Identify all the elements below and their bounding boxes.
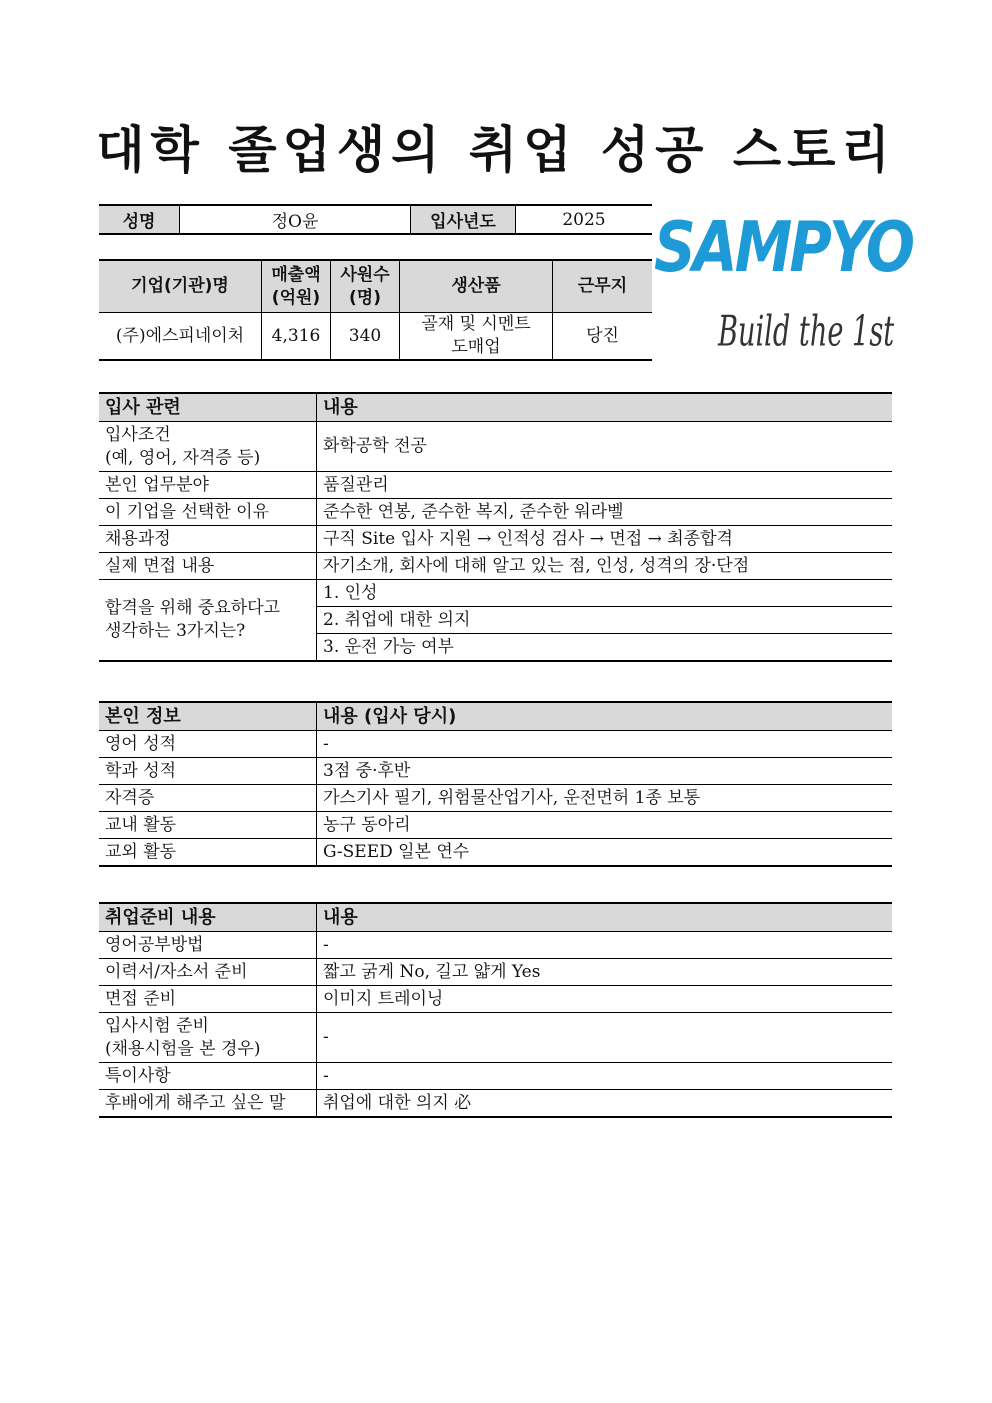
row-value: 화학공학 전공 — [317, 422, 893, 472]
row-label: 입사조건 (예, 영어, 자격증 등) — [99, 422, 317, 472]
important-item: 3. 운전 가능 여부 — [317, 634, 893, 662]
row-label: 이력서/자소서 준비 — [99, 959, 317, 986]
row-value: 3점 중·후반 — [317, 758, 893, 785]
important-item: 1. 인성 — [317, 580, 893, 607]
row-label: 영어 성적 — [99, 731, 317, 758]
row-value: 준수한 연봉, 준수한 복지, 준수한 워라벨 — [317, 499, 893, 526]
row-label: 실제 면접 내용 — [99, 553, 317, 580]
row-label: 학과 성적 — [99, 758, 317, 785]
row-label: 면접 준비 — [99, 986, 317, 1013]
row-value: - — [317, 1013, 893, 1063]
row-value: 농구 동아리 — [317, 812, 893, 839]
row-value: 품질관리 — [317, 472, 893, 499]
row-value: 가스기사 필기, 위험물산업기사, 운전면허 1종 보통 — [317, 785, 893, 812]
table-row — [99, 839, 892, 867]
product-header: 생산품 — [400, 260, 553, 313]
row-value: 취업에 대한 의지 必 — [317, 1090, 893, 1118]
join-info-table — [99, 392, 892, 662]
prep-header-right: 내용 — [317, 903, 893, 932]
info-header-right: 내용 (입사 당시) — [317, 702, 893, 731]
name-table — [99, 204, 652, 235]
logo-slogan: Build the 1st — [718, 307, 895, 357]
row-value: 자기소개, 회사에 대해 알고 있는 점, 인성, 성격의 장·단점 — [317, 553, 893, 580]
table-row — [99, 422, 892, 472]
table-row — [99, 731, 892, 758]
table-row — [99, 553, 892, 580]
row-label: 채용과정 — [99, 526, 317, 553]
company-name-header: 기업(기관)명 — [99, 260, 262, 313]
table-row — [99, 785, 892, 812]
table-row — [99, 526, 892, 553]
row-value: G-SEED 일본 연수 — [317, 839, 893, 867]
table-row — [99, 959, 892, 986]
table-row — [99, 1013, 892, 1063]
row-value: - — [317, 1063, 893, 1090]
row-label: 이 기업을 선택한 이유 — [99, 499, 317, 526]
page-title: 대학 졸업생의 취업 성공 스토리 — [96, 121, 896, 179]
join-header-left: 입사 관련 — [99, 393, 317, 422]
sales-header: 매출액 (억원) — [262, 260, 331, 313]
join-header-right: 내용 — [317, 393, 893, 422]
table-row — [99, 1063, 892, 1090]
table-row — [99, 812, 892, 839]
info-header-left: 본인 정보 — [99, 702, 317, 731]
job-prep-table — [99, 902, 892, 1118]
table-row — [99, 580, 892, 607]
row-label: 자격증 — [99, 785, 317, 812]
table-row — [99, 758, 892, 785]
row-label: 특이사항 — [99, 1063, 317, 1090]
row-label: 교외 활동 — [99, 839, 317, 867]
row-label: 본인 업무분야 — [99, 472, 317, 499]
table-row — [99, 472, 892, 499]
row-value: - — [317, 731, 893, 758]
table-row — [99, 932, 892, 959]
name-label: 성명 — [99, 205, 180, 234]
year-value: 2025 — [516, 205, 653, 234]
product-value: 골재 및 시멘트 도매업 — [400, 313, 553, 361]
sampyo-logo — [653, 198, 913, 368]
important-item: 2. 취업에 대한 의지 — [317, 607, 893, 634]
name-value: 정O윤 — [180, 205, 411, 234]
staff-header: 사원수 (명) — [331, 260, 400, 313]
row-label: 교내 활동 — [99, 812, 317, 839]
table-row — [99, 986, 892, 1013]
row-value: - — [317, 932, 893, 959]
prep-header-left: 취업준비 내용 — [99, 903, 317, 932]
row-value: 짧고 굵게 No, 길고 얇게 Yes — [317, 959, 893, 986]
staff-value: 340 — [331, 313, 400, 361]
company-table — [99, 259, 652, 361]
row-label: 후배에게 해주고 싶은 말 — [99, 1090, 317, 1118]
important-label: 합격을 위해 중요하다고 생각하는 3가지는? — [99, 580, 317, 662]
row-label: 영어공부방법 — [99, 932, 317, 959]
year-label: 입사년도 — [411, 205, 516, 234]
company-name-value: (주)에스피네이처 — [115, 325, 245, 346]
row-label: 입사시험 준비 (채용시험을 본 경우) — [99, 1013, 317, 1063]
table-row — [99, 499, 892, 526]
row-value: 구직 Site 입사 지원 → 인적성 검사 → 면접 → 최종합격 — [317, 526, 893, 553]
personal-info-table — [99, 701, 892, 867]
location-header: 근무지 — [553, 260, 653, 313]
table-row — [99, 1090, 892, 1118]
logo-brand: SAMPYO — [653, 208, 913, 289]
sales-value: 4,316 — [262, 313, 331, 361]
row-value: 이미지 트레이닝 — [317, 986, 893, 1013]
location-value: 당진 — [553, 313, 653, 361]
